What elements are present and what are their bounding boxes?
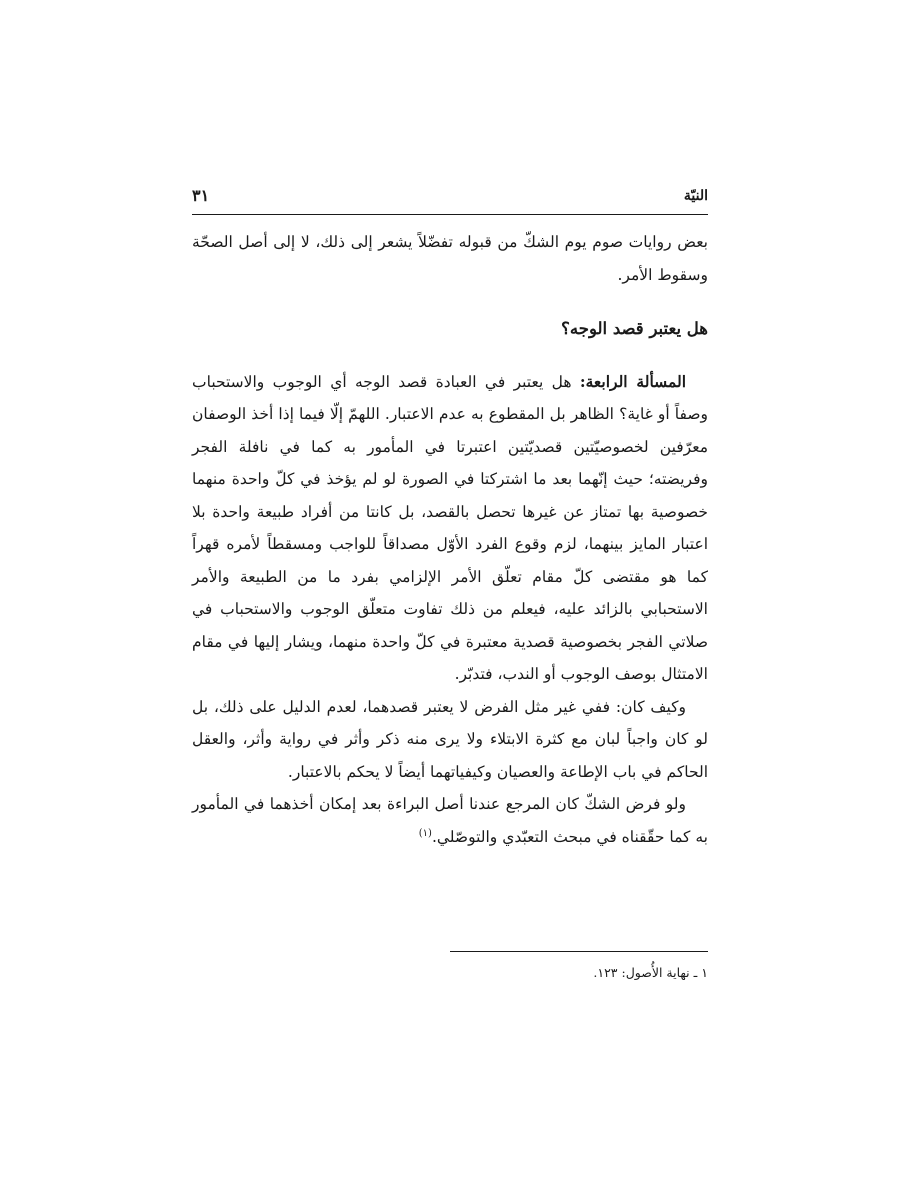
page-number: ٣١ (192, 186, 210, 205)
issue-label: المسألة الرابعة: (579, 371, 686, 391)
footnote: ١ ـ نهاية الأُصول: ١٢٣. (593, 965, 708, 980)
paragraph-continuation: بعض روايات صوم يوم الشكّ من قبوله تفضّلاً يشعر إلى ذلك، لا إلى أصل الصحّة وسقوط الأمر. (192, 233, 708, 284)
issue-text: هل يعتبر في العبادة قصد الوجه أي الوجوب والاستحباب وصفاً أو غاية؟ الظاهر بل المقطوع به عدم الاعتبار. اللهمّ إلّا فيما إذا أخذ الوصفان معرّفين لخصوصيّتين قصديّتين اعتبرتا في المأمور به كما في نافلة الفجر وفريضته؛ حيث إنّهما بعد ما اشتركتا في الصورة لو لم يؤخذ في كلّ واحدة منهما خصوصية بها تمتاز عن غيرها تحصل بالقصد، بل كانتا من أفراد طبيعة واحدة بلا اعتبار المايز بينهما، لزم وقوع الفرد الأوّل مصداقاً للواجب ومسقطاً لأمره قهراً كما هو مقتضى كلّ مقام تعلّق الأمر الإلزامي بفرد ما من الطبيعة والأمر الاستحبابي بالزائد عليه، فيعلم من ذلك تفاوت متعلّق الوجوب والاستحباب في صلاتي الفجر بخصوصية قصدية معتبرة في كلّ واحدة منهما، ويشار إليها في مقام الامتثال بوصف الوجوب أو الندب، فتدبّر. (192, 372, 708, 683)
doubt-text: ولو فرض الشكّ كان المرجع عندنا أصل البراءة بعد إمكان أخذهما في المأمور به كما حقّقناه في مبحث التعبّدي والتوصّلي. (192, 795, 708, 846)
paragraph-doubt (192, 788, 708, 853)
book-page (192, 0, 708, 1200)
paragraph-fourth-issue (192, 366, 708, 691)
footnote-separator (450, 951, 708, 952)
footnote-reference[interactable]: (١) (418, 827, 432, 839)
main-text (192, 226, 708, 853)
section-heading: هل يعتبر قصد الوجه؟ (561, 319, 708, 338)
paragraph-how: وكيف كان: ففي غير مثل الفرض لا يعتبر قصدهما، لعدم الدليل على ذلك، بل لو كان واجباً لبان مع كثرة الابتلاء ولا يرى منه ذكر وأثر في رواية وأثر، والعقل الحاكم في باب الإطاعة والعصيان وكيفياتهما أيضاً لا يحكم بالاعتبار. (192, 697, 708, 781)
running-title: النيّة (683, 188, 708, 204)
running-header (192, 186, 708, 215)
